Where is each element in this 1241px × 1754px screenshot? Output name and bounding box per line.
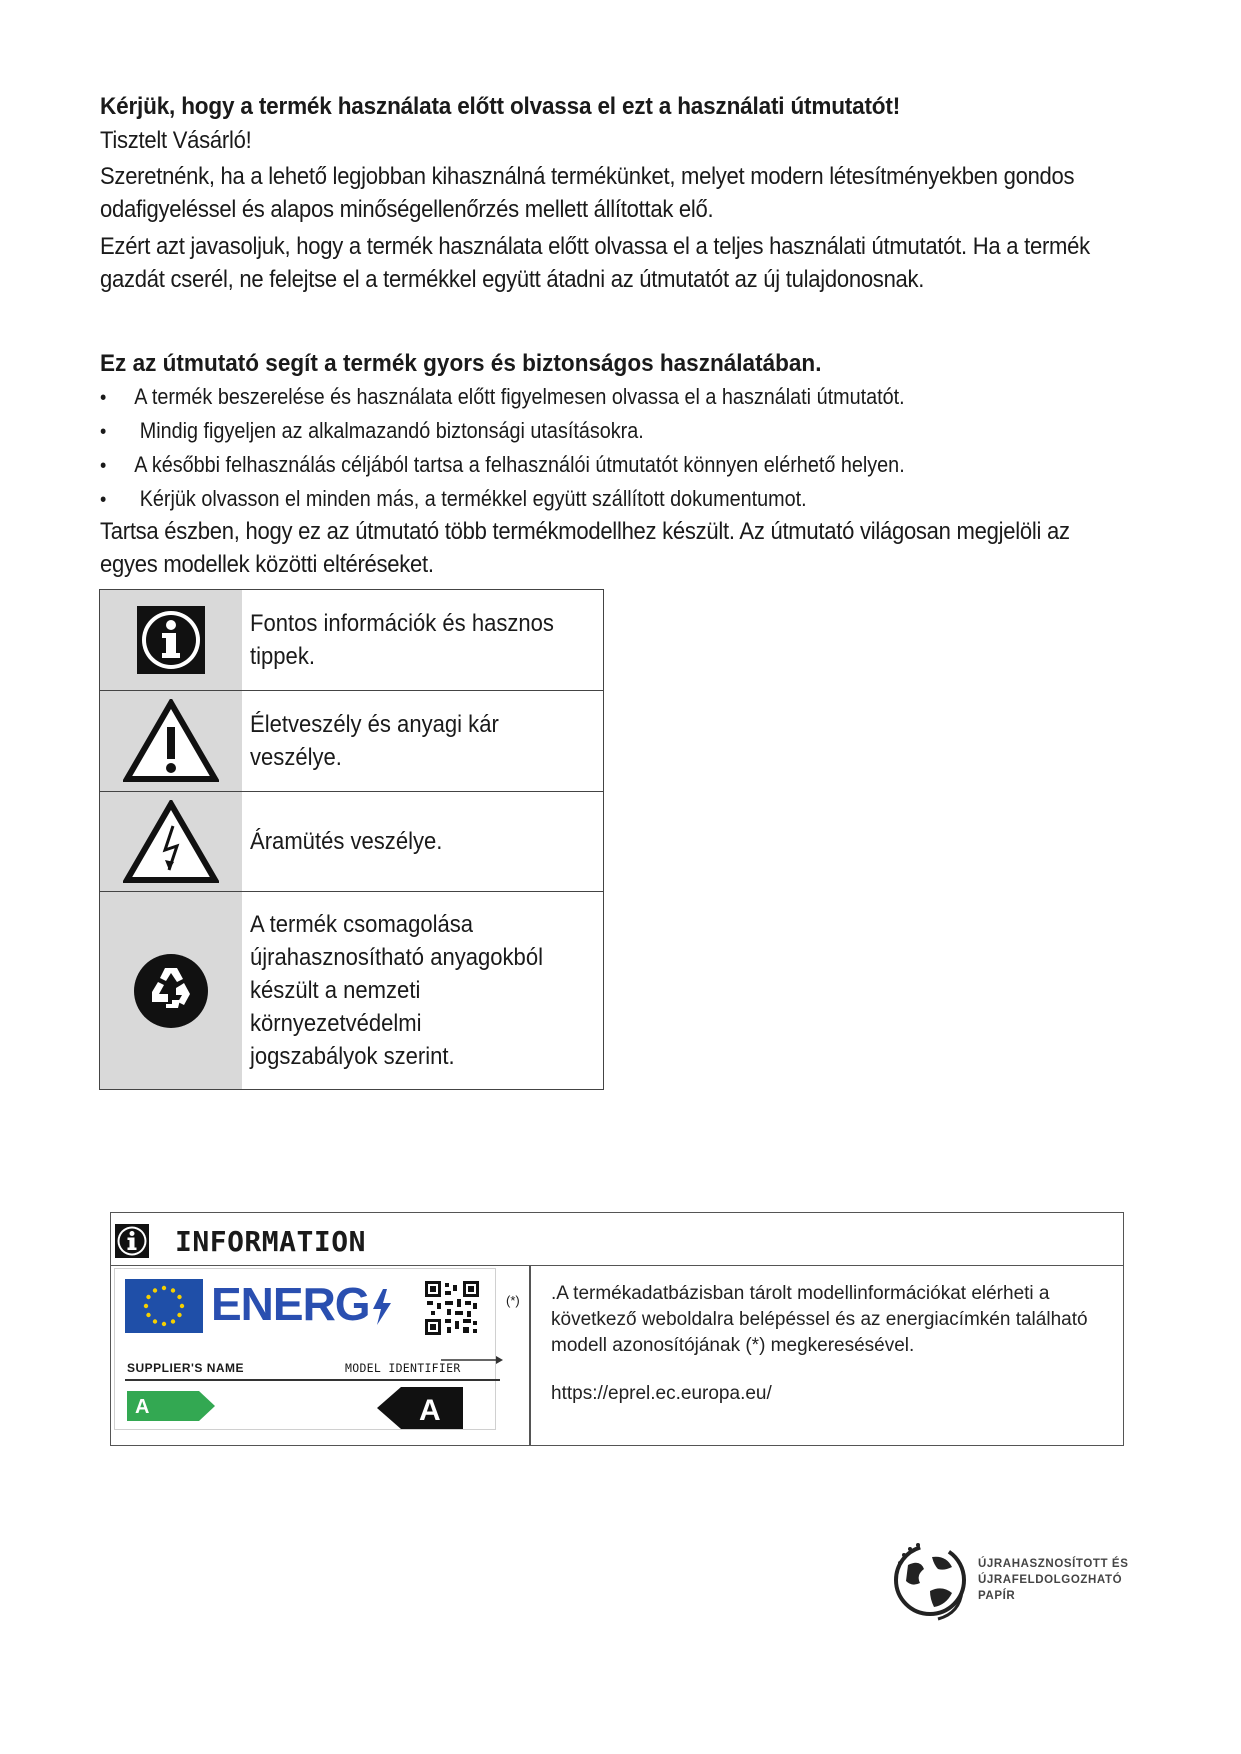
information-text: .A termékadatbázisban tárolt modellinformációkat elérheti a következő weboldalra belépéssel és az energiacímkén található modell azonosítójának (*) megkeresésével. [551,1283,1088,1356]
information-header [111,1213,1123,1266]
information-box [110,1212,1124,1446]
eu-flag-icon [125,1279,203,1333]
list-item: • Kérjük olvasson el minden más, a termékkel együtt szállított dokumentumot. [100,486,807,511]
guide-heading: Ez az útmutató segít a termék gyors és biztonságos használatában. [100,350,822,377]
energy-class-left: A [135,1396,150,1418]
intro-heading: Kérjük, hogy a termék használata előtt olvassa el ezt a használati útmutatót! [100,93,901,120]
electric-shock-icon [123,800,219,884]
energy-label-illustration [114,1268,496,1430]
eprel-link[interactable]: https://eprel.ec.europa.eu/ [551,1383,772,1404]
information-title: INFORMATION [175,1225,366,1258]
symbol-text-warning: Életveszély és anyagi kár veszélye. [250,711,499,771]
symbol-text-electric-shock: Áramütés veszélye. [250,828,443,855]
energy-word: ENERG [211,1278,370,1330]
symbol-row-recycle [100,892,603,1089]
recycled-paper-globe-icon [890,1535,970,1625]
guide-note-line-1: Tartsa észben, hogy ez az útmutató több termékmodellhez készült. Az útmutató világosan megjelöli az [100,518,1070,545]
symbol-row-electric-shock [100,792,603,892]
list-item: • A későbbi felhasználás céljából tartsa a felhasználói útmutatót könnyen elérhető helyen. [100,452,905,477]
recycled-paper-label: ÚJRAHASZNOSÍTOTT ÉS ÚJRAFELDOLGOZHATÓ PAPÍR [978,1558,1129,1602]
symbol-table [99,589,604,1090]
intro-paragraph-2-line-2: gazdát cserél, ne felejtse el a termékkel együtt átadni az útmutatót az új tulajdonosnak. [100,266,925,293]
energy-class-arrow-green [127,1391,215,1421]
guide-bullet-list [100,380,994,516]
energy-class-arrow-black [377,1387,463,1429]
recycle-icon [132,952,210,1030]
info-icon [135,604,207,676]
symbol-row-warning [100,691,603,792]
symbol-row-info [100,590,603,691]
info-icon [114,1223,150,1259]
intro-paragraph-2-line-1: Ezért azt javasoljuk, hogy a termék használata előtt olvassa el a teljes használati útmutatót. Ha a termék [100,233,1090,260]
model-identifier-note: (*) [506,1293,520,1308]
qr-code-icon [425,1281,479,1335]
symbol-text-info: Fontos információk és hasznos tippek. [250,610,554,670]
lightning-icon [371,1289,393,1325]
intro-paragraph-1-line-1: Szeretnénk, ha a lehető legjobban kihasználná termékünket, melyet modern létesítményekben gondos [100,163,1075,190]
energy-class-right: A [419,1394,441,1427]
intro-paragraph-1-line-2: odafigyeléssel és alapos minőségellenőrzés mellett állítottak elő. [100,196,714,223]
greeting: Tisztelt Vásárló! [100,127,252,154]
warning-icon [123,699,219,783]
symbol-text-recycle: A termék csomagolása újrahasznosítható anyagokból készült a nemzeti környezetvédelmi jogszabályok szerint. [250,911,543,1070]
list-item: • Mindig figyeljen az alkalmazandó biztonsági utasításokra. [100,418,644,443]
model-identifier: MODEL IDENTIFIER [345,1361,461,1375]
list-item: • A termék beszerelése és használata előtt figyelmesen olvassa el a használati útmutatót. [100,384,905,409]
guide-note-line-2: egyes modellek közötti eltéréseket. [100,551,434,578]
supplier-name: SUPPLIER'S NAME [127,1361,245,1375]
pointer-arrow-icon [441,1356,503,1364]
